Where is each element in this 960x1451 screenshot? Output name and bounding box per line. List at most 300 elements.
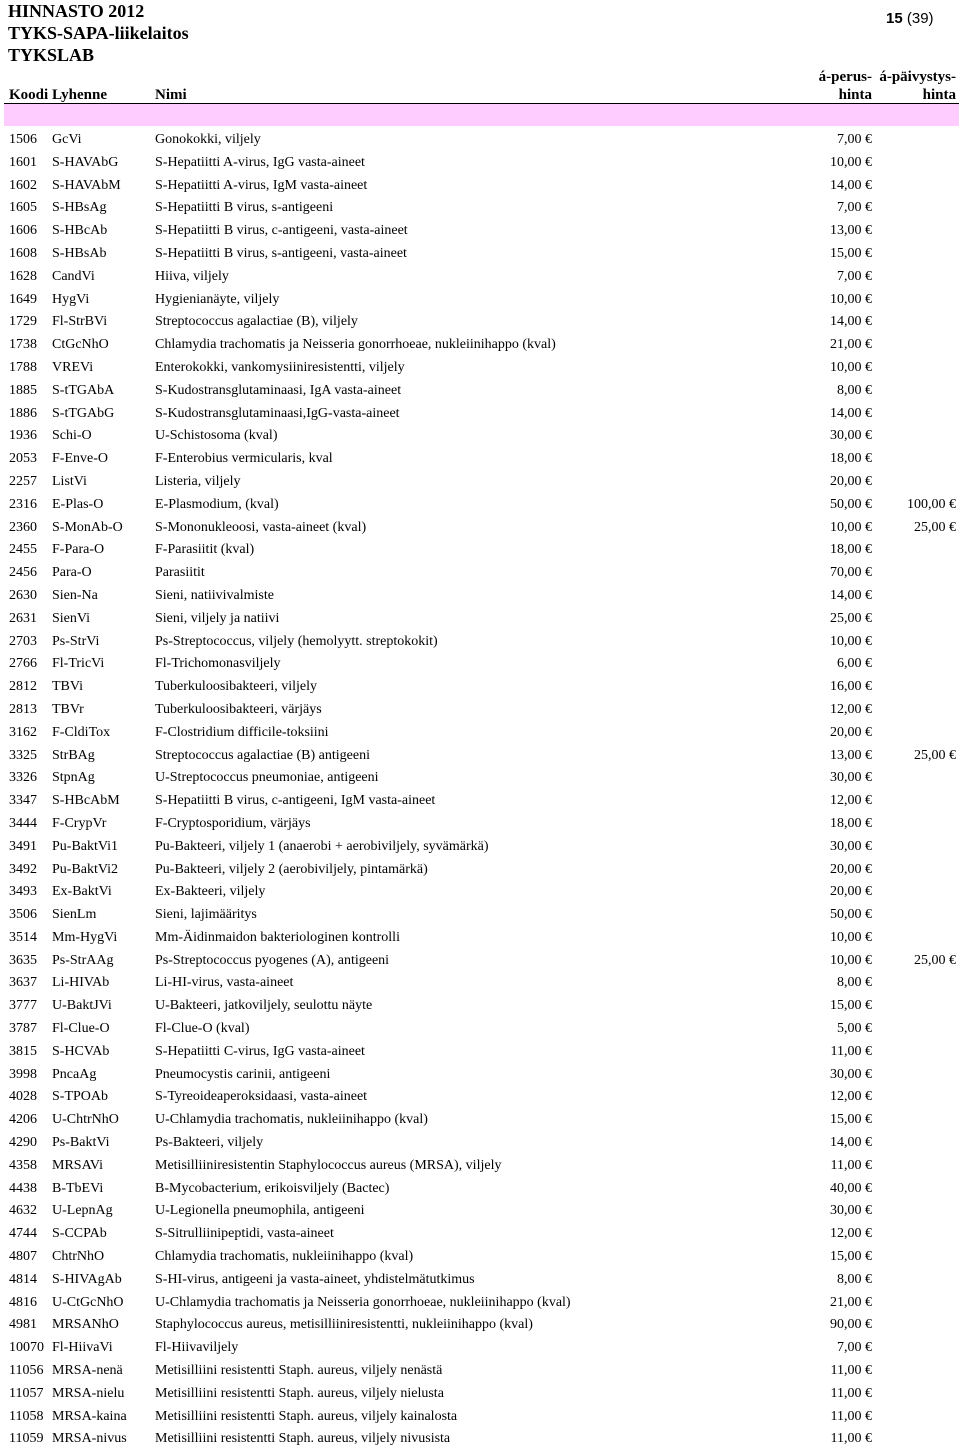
cell-name: Tuberkuloosibakteeri, viljely	[155, 679, 318, 695]
cell-base-price: 21,00 €	[830, 337, 872, 353]
page-current: 15	[886, 10, 903, 27]
cell-short: Mm-HygVi	[52, 929, 118, 945]
cell-base-price: 30,00 €	[830, 770, 872, 786]
cell-name: Enterokokki, vankomysiiniresistentti, viljely	[155, 359, 405, 375]
cell-code: 3444	[9, 815, 37, 831]
cell-name: Hiiva, viljely	[155, 268, 229, 284]
cell-name: F-Cryptosporidium, värjäys	[155, 815, 311, 831]
table-row	[0, 471, 960, 494]
cell-base-price: 12,00 €	[830, 793, 872, 809]
table-row	[0, 1041, 960, 1064]
cell-base-price: 10,00 €	[830, 952, 872, 968]
cell-code: 3777	[9, 998, 37, 1014]
cell-short: S-tTGAbA	[52, 382, 115, 398]
table-row	[0, 608, 960, 631]
cell-name: S-Hepatiitti C-virus, IgG vasta-aineet	[155, 1043, 365, 1059]
cell-code: 1885	[9, 382, 37, 398]
cell-code: 4816	[9, 1294, 37, 1310]
cell-name: Staphylococcus aureus, metisilliiniresistentti, nukleiinihappo (kval)	[155, 1317, 533, 1333]
table-row	[0, 562, 960, 585]
cell-base-price: 8,00 €	[837, 975, 872, 991]
cell-code: 3787	[9, 1021, 37, 1037]
cell-name: F-Parasiitit (kval)	[155, 542, 255, 558]
cell-base-price: 15,00 €	[830, 1112, 872, 1128]
cell-name: S-Hepatiitti A-virus, IgG vasta-aineet	[155, 154, 365, 170]
cell-name: Metisilliini resistentti Staph. aureus, viljely nielusta	[155, 1385, 444, 1401]
cell-name: Fl-Clue-O (kval)	[155, 1021, 250, 1037]
cell-base-price: 70,00 €	[830, 565, 872, 581]
cell-name: Ex-Bakteeri, viljely	[155, 884, 266, 900]
cell-short: U-BaktJVi	[52, 998, 112, 1014]
cell-base-price: 20,00 €	[830, 724, 872, 740]
cell-base-price: 14,00 €	[830, 587, 872, 603]
table-row	[0, 881, 960, 904]
col-header-update-2: hinta	[922, 87, 956, 103]
cell-short: B-TbEVi	[52, 1180, 104, 1196]
header-band	[4, 104, 959, 126]
cell-name: F-Enterobius vermicularis, kval	[155, 451, 333, 467]
cell-short: F-CrypVr	[52, 815, 107, 831]
cell-base-price: 50,00 €	[830, 496, 872, 512]
cell-short: S-HBsAg	[52, 200, 107, 216]
table-row	[0, 448, 960, 471]
page-number	[886, 10, 934, 27]
cell-base-price: 12,00 €	[830, 1089, 872, 1105]
cell-base-price: 15,00 €	[830, 998, 872, 1014]
cell-code: 2456	[9, 565, 37, 581]
table-row	[0, 129, 960, 152]
col-header-code: Koodi	[9, 87, 49, 103]
cell-name: Metisilliiniresistentin Staphylococcus aureus (MRSA), viljely	[155, 1157, 502, 1173]
cell-base-price: 10,00 €	[830, 154, 872, 170]
cell-name: S-Hepatiitti A-virus, IgM vasta-aineet	[155, 177, 368, 193]
cell-base-price: 6,00 €	[837, 656, 872, 672]
table-row	[0, 1223, 960, 1246]
cell-base-price: 5,00 €	[837, 1021, 872, 1037]
cell-name: S-Hepatiitti B virus, c-antigeeni, vasta-aineet	[155, 223, 408, 239]
cell-base-price: 90,00 €	[830, 1317, 872, 1333]
cell-short: StpnAg	[52, 770, 95, 786]
cell-name: S-Mononukleoosi, vasta-aineet (kval)	[155, 519, 367, 535]
cell-name: Tuberkuloosibakteeri, värjäys	[155, 701, 322, 717]
cell-short: Pu-BaktVi2	[52, 861, 119, 877]
table-row	[0, 995, 960, 1018]
col-header-name: Nimi	[155, 87, 187, 103]
cell-base-price: 30,00 €	[830, 838, 872, 854]
table-row	[0, 152, 960, 175]
cell-code: 3492	[9, 861, 37, 877]
table-row	[0, 266, 960, 289]
cell-short: S-TPOAb	[52, 1089, 109, 1105]
cell-code: 2455	[9, 542, 37, 558]
cell-code: 1608	[9, 245, 37, 261]
table-row	[0, 950, 960, 973]
cell-base-price: 12,00 €	[830, 1226, 872, 1242]
cell-code: 1649	[9, 291, 37, 307]
cell-base-price: 21,00 €	[830, 1294, 872, 1310]
cell-code: 3347	[9, 793, 37, 809]
cell-name: S-Kudostransglutaminaasi,IgG-vasta-aineet	[155, 405, 400, 421]
table-row	[0, 631, 960, 654]
table-row	[0, 289, 960, 312]
col-header-short: Lyhenne	[52, 87, 108, 103]
cell-base-price: 18,00 €	[830, 451, 872, 467]
cell-base-price: 18,00 €	[830, 815, 872, 831]
cell-code: 4807	[9, 1249, 37, 1265]
cell-short: Fl-Clue-O	[52, 1021, 110, 1037]
cell-short: Fl-TricVi	[52, 656, 105, 672]
cell-base-price: 10,00 €	[830, 359, 872, 375]
table-row	[0, 220, 960, 243]
cell-code: 3162	[9, 724, 37, 740]
cell-base-price: 30,00 €	[830, 1203, 872, 1219]
cell-base-price: 13,00 €	[830, 747, 872, 763]
cell-base-price: 14,00 €	[830, 314, 872, 330]
table-row	[0, 403, 960, 426]
cell-name: Streptococcus agalactiae (B) antigeeni	[155, 747, 370, 763]
table-row	[0, 1360, 960, 1383]
page-total: (39)	[906, 10, 934, 27]
cell-name: Metisilliini resistentti Staph. aureus, viljely nenästä	[155, 1363, 443, 1379]
cell-base-price: 14,00 €	[830, 177, 872, 193]
table-row	[0, 1200, 960, 1223]
title-line-2: TYKS-SAPA-liikelaitos	[8, 23, 189, 43]
cell-short: F-Enve-O	[52, 451, 108, 467]
cell-name: B-Mycobacterium, erikoisviljely (Bactec)	[155, 1180, 390, 1196]
cell-short: S-MonAb-O	[52, 519, 123, 535]
table-row	[0, 653, 960, 676]
cell-name: Ps-Streptococcus, viljely (hemolyytt. streptokokit)	[155, 633, 438, 649]
cell-base-price: 14,00 €	[830, 1135, 872, 1151]
cell-name: Pneumocystis carinii, antigeeni	[155, 1066, 331, 1082]
cell-short: PncaAg	[52, 1066, 97, 1082]
cell-short: S-HAVAbG	[52, 154, 119, 170]
cell-code: 1506	[9, 132, 37, 147]
cell-code: 2630	[9, 587, 37, 603]
table-row	[0, 357, 960, 380]
table-row	[0, 1292, 960, 1315]
cell-base-price: 10,00 €	[830, 291, 872, 307]
cell-short: TBVr	[52, 701, 84, 717]
table-row	[0, 767, 960, 790]
cell-code: 3635	[9, 952, 37, 968]
cell-short: SienLm	[52, 907, 97, 923]
table-row	[0, 745, 960, 768]
cell-code: 4632	[9, 1203, 37, 1219]
table-row	[0, 494, 960, 517]
cell-base-price: 20,00 €	[830, 473, 872, 489]
cell-code: 2360	[9, 519, 37, 535]
cell-code: 1729	[9, 314, 37, 330]
table-row	[0, 927, 960, 950]
cell-name: Chlamydia trachomatis, nukleiinihappo (kval)	[155, 1249, 414, 1265]
cell-short: S-HAVAbM	[52, 177, 121, 193]
col-header-update-1: á-päivystys-	[879, 69, 956, 85]
cell-base-price: 7,00 €	[837, 132, 872, 147]
document-title	[8, 0, 189, 66]
cell-short: Schi-O	[52, 428, 92, 444]
cell-name: U-Schistosoma (kval)	[155, 428, 278, 444]
cell-name: S-Sitrulliinipeptidi, vasta-aineet	[155, 1226, 334, 1242]
cell-code: 2703	[9, 633, 37, 649]
table-row	[0, 1155, 960, 1178]
cell-code: 4028	[9, 1089, 37, 1105]
cell-code: 2631	[9, 610, 37, 626]
table-row	[0, 1314, 960, 1337]
cell-code: 1602	[9, 177, 37, 193]
cell-code: 3491	[9, 838, 37, 854]
title-line-3: TYKSLAB	[8, 45, 95, 65]
cell-base-price: 30,00 €	[830, 428, 872, 444]
cell-base-price: 12,00 €	[830, 701, 872, 717]
cell-name: U-Legionella pneumophila, antigeeni	[155, 1203, 365, 1219]
cell-code: 4981	[9, 1317, 37, 1333]
table-row	[0, 813, 960, 836]
col-header-base-1: á-perus-	[818, 69, 872, 85]
cell-code: 11056	[9, 1363, 44, 1379]
cell-name: S-Hepatiitti B virus, s-antigeeni, vasta-aineet	[155, 245, 407, 261]
cell-code: 3815	[9, 1043, 37, 1059]
cell-base-price: 20,00 €	[830, 884, 872, 900]
cell-name: Listeria, viljely	[155, 473, 241, 489]
table-row	[0, 1269, 960, 1292]
cell-name: U-Chlamydia trachomatis, nukleiinihappo (kval)	[155, 1112, 428, 1128]
cell-base-price: 8,00 €	[837, 382, 872, 398]
cell-code: 3326	[9, 770, 37, 786]
cell-base-price: 11,00 €	[830, 1408, 872, 1424]
cell-short: S-CCPAb	[52, 1226, 107, 1242]
cell-code: 3998	[9, 1066, 37, 1082]
cell-base-price: 15,00 €	[830, 1249, 872, 1265]
cell-name: Gonokokki, viljely	[155, 132, 261, 147]
cell-code: 1605	[9, 200, 37, 216]
cell-short: CtGcNhO	[52, 337, 109, 353]
cell-short: Fl-StrBVi	[52, 314, 108, 330]
table-row	[0, 904, 960, 927]
cell-base-price: 11,00 €	[830, 1431, 872, 1447]
cell-code: 1936	[9, 428, 37, 444]
table-row	[0, 311, 960, 334]
table-row	[0, 722, 960, 745]
cell-short: Li-HIVAb	[52, 975, 110, 991]
table-row	[0, 1337, 960, 1360]
cell-name: Fl-Trichomonasviljely	[155, 656, 281, 672]
cell-short: MRSA-nivus	[52, 1431, 127, 1447]
cell-code: 2766	[9, 656, 37, 672]
cell-base-price: 10,00 €	[830, 633, 872, 649]
cell-short: Sien-Na	[52, 587, 98, 603]
cell-short: S-HCVAb	[52, 1043, 110, 1059]
cell-code: 3325	[9, 747, 37, 763]
cell-base-price: 13,00 €	[830, 223, 872, 239]
cell-short: E-Plas-O	[52, 496, 104, 512]
table-row	[0, 699, 960, 722]
cell-base-price: 40,00 €	[830, 1180, 872, 1196]
cell-name: Pu-Bakteeri, viljely 2 (aerobiviljely, pintamärkä)	[155, 861, 428, 877]
cell-name: Streptococcus agalactiae (B), viljely	[155, 314, 358, 330]
cell-name: S-Kudostransglutaminaasi, IgA vasta-aineet	[155, 382, 402, 398]
cell-code: 10070	[9, 1340, 44, 1356]
cell-short: MRSA-nielu	[52, 1385, 125, 1401]
cell-name: E-Plasmodium, (kval)	[155, 496, 279, 512]
cell-name: U-Bakteeri, jatkoviljely, seulottu näyte	[155, 998, 373, 1014]
cell-code: 2316	[9, 496, 37, 512]
cell-short: MRSA-nenä	[52, 1363, 123, 1379]
col-header-base-2: hinta	[838, 87, 872, 103]
cell-code: 2813	[9, 701, 37, 717]
cell-code: 11058	[9, 1408, 44, 1424]
cell-name: Sieni, viljely ja natiivi	[155, 610, 280, 626]
cell-code: 3637	[9, 975, 37, 991]
table-row	[0, 972, 960, 995]
cell-name: S-Tyreoideaperoksidaasi, vasta-aineet	[155, 1089, 368, 1105]
table-row	[0, 1064, 960, 1087]
table-row	[0, 197, 960, 220]
cell-code: 3493	[9, 884, 37, 900]
cell-update-price: 25,00 €	[914, 519, 956, 535]
cell-code: 2257	[9, 473, 37, 489]
cell-short: ListVi	[52, 473, 87, 489]
cell-name: U-Chlamydia trachomatis ja Neisseria gonorrhoeae, nukleiinihappo (kval)	[155, 1294, 571, 1310]
table-row	[0, 175, 960, 198]
cell-short: U-ChtrNhO	[52, 1112, 119, 1128]
cell-code: 11059	[9, 1431, 44, 1447]
cell-code: 1788	[9, 359, 37, 375]
table-row	[0, 1428, 960, 1451]
table-row	[0, 1086, 960, 1109]
table-row	[0, 1178, 960, 1201]
cell-short: SienVi	[52, 610, 91, 626]
cell-base-price: 8,00 €	[837, 1271, 872, 1287]
cell-name: Hygienianäyte, viljely	[155, 291, 280, 307]
cell-code: 1738	[9, 337, 37, 353]
cell-base-price: 50,00 €	[830, 907, 872, 923]
cell-short: U-CtGcNhO	[52, 1294, 124, 1310]
table-row	[0, 1018, 960, 1041]
cell-code: 4290	[9, 1135, 37, 1151]
cell-short: Pu-BaktVi1	[52, 838, 119, 854]
cell-short: Para-O	[52, 565, 92, 581]
cell-base-price: 10,00 €	[830, 929, 872, 945]
cell-code: 11057	[9, 1385, 44, 1401]
cell-name: Sieni, natiivivalmiste	[155, 587, 274, 603]
cell-code: 3506	[9, 907, 37, 923]
cell-code: 4744	[9, 1226, 37, 1242]
table-row	[0, 1109, 960, 1132]
cell-short: F-Para-O	[52, 542, 105, 558]
cell-base-price: 11,00 €	[830, 1043, 872, 1059]
cell-code: 1601	[9, 154, 37, 170]
cell-short: S-tTGAbG	[52, 405, 115, 421]
cell-name: Metisilliini resistentti Staph. aureus, viljely nivusista	[155, 1431, 451, 1447]
cell-short: GcVi	[52, 132, 82, 147]
cell-name: S-HI-virus, antigeeni ja vasta-aineet, yhdistelmätutkimus	[155, 1271, 475, 1287]
table-row	[0, 1246, 960, 1269]
cell-name: Li-HI-virus, vasta-aineet	[155, 975, 294, 991]
cell-name: Sieni, lajimääritys	[155, 907, 257, 923]
cell-short: HygVi	[52, 291, 90, 307]
cell-code: 1628	[9, 268, 37, 284]
cell-name: Pu-Bakteeri, viljely 1 (anaerobi + aerobiviljely, syvämärkä)	[155, 838, 489, 854]
cell-base-price: 7,00 €	[837, 1340, 872, 1356]
cell-name: Mm-Äidinmaidon bakteriologinen kontrolli	[155, 929, 400, 945]
title-line-1: HINNASTO 2012	[8, 1, 145, 21]
cell-name: Fl-Hiivaviljely	[155, 1340, 239, 1356]
cell-code: 2053	[9, 451, 37, 467]
cell-name: F-Clostridium difficile-toksiini	[155, 724, 329, 740]
table-row	[0, 1383, 960, 1406]
cell-base-price: 11,00 €	[830, 1157, 872, 1173]
cell-short: VREVi	[52, 359, 94, 375]
cell-name: U-Streptococcus pneumoniae, antigeeni	[155, 770, 379, 786]
cell-short: MRSA-kaina	[52, 1408, 127, 1424]
cell-name: Parasiitit	[155, 565, 205, 581]
cell-base-price: 7,00 €	[837, 200, 872, 216]
cell-short: MRSAVi	[52, 1157, 104, 1173]
cell-base-price: 18,00 €	[830, 542, 872, 558]
table-row	[0, 859, 960, 882]
cell-code: 4438	[9, 1180, 37, 1196]
cell-code: 1886	[9, 405, 37, 421]
cell-short: S-HBcAb	[52, 223, 108, 239]
cell-short: S-HBsAb	[52, 245, 107, 261]
cell-base-price: 7,00 €	[837, 268, 872, 284]
cell-short: CandVi	[52, 268, 95, 284]
cell-name: S-Hepatiitti B virus, c-antigeeni, IgM vasta-aineet	[155, 793, 436, 809]
cell-base-price: 11,00 €	[830, 1363, 872, 1379]
cell-short: S-HBcAbM	[52, 793, 120, 809]
table-row	[0, 676, 960, 699]
cell-code: 2812	[9, 679, 37, 695]
table-row	[0, 1132, 960, 1155]
cell-short: TBVi	[52, 679, 84, 695]
table-row	[0, 539, 960, 562]
table-row	[0, 334, 960, 357]
cell-short: Ps-StrAAg	[52, 952, 114, 968]
cell-name: Chlamydia trachomatis ja Neisseria gonorrhoeae, nukleiinihappo (kval)	[155, 337, 556, 353]
cell-base-price: 10,00 €	[830, 519, 872, 535]
table-row	[0, 836, 960, 859]
cell-name: S-Hepatiitti B virus, s-antigeeni	[155, 200, 334, 216]
price-table	[0, 129, 960, 1451]
cell-base-price: 15,00 €	[830, 245, 872, 261]
cell-base-price: 20,00 €	[830, 861, 872, 877]
cell-short: StrBAg	[52, 747, 95, 763]
cell-short: Ex-BaktVi	[52, 884, 112, 900]
cell-name: Ps-Bakteeri, viljely	[155, 1135, 264, 1151]
cell-name: Metisilliini resistentti Staph. aureus, viljely kainalosta	[155, 1408, 458, 1424]
cell-code: 4206	[9, 1112, 37, 1128]
table-row	[0, 380, 960, 403]
cell-short: MRSANhO	[52, 1317, 119, 1333]
cell-short: Fl-HiivaVi	[52, 1340, 113, 1356]
cell-code: 3514	[9, 929, 37, 945]
cell-code: 4814	[9, 1271, 37, 1287]
cell-update-price: 25,00 €	[914, 747, 956, 763]
cell-update-price: 25,00 €	[914, 952, 956, 968]
table-row	[0, 425, 960, 448]
cell-base-price: 25,00 €	[830, 610, 872, 626]
cell-name: Ps-Streptococcus pyogenes (A), antigeeni	[155, 952, 390, 968]
cell-short: Ps-BaktVi	[52, 1135, 110, 1151]
table-row	[0, 517, 960, 540]
table-row	[0, 585, 960, 608]
cell-base-price: 11,00 €	[830, 1385, 872, 1401]
cell-short: S-HIVAgAb	[52, 1271, 122, 1287]
cell-short: Ps-StrVi	[52, 633, 100, 649]
table-row	[0, 243, 960, 266]
table-row	[0, 1406, 960, 1429]
